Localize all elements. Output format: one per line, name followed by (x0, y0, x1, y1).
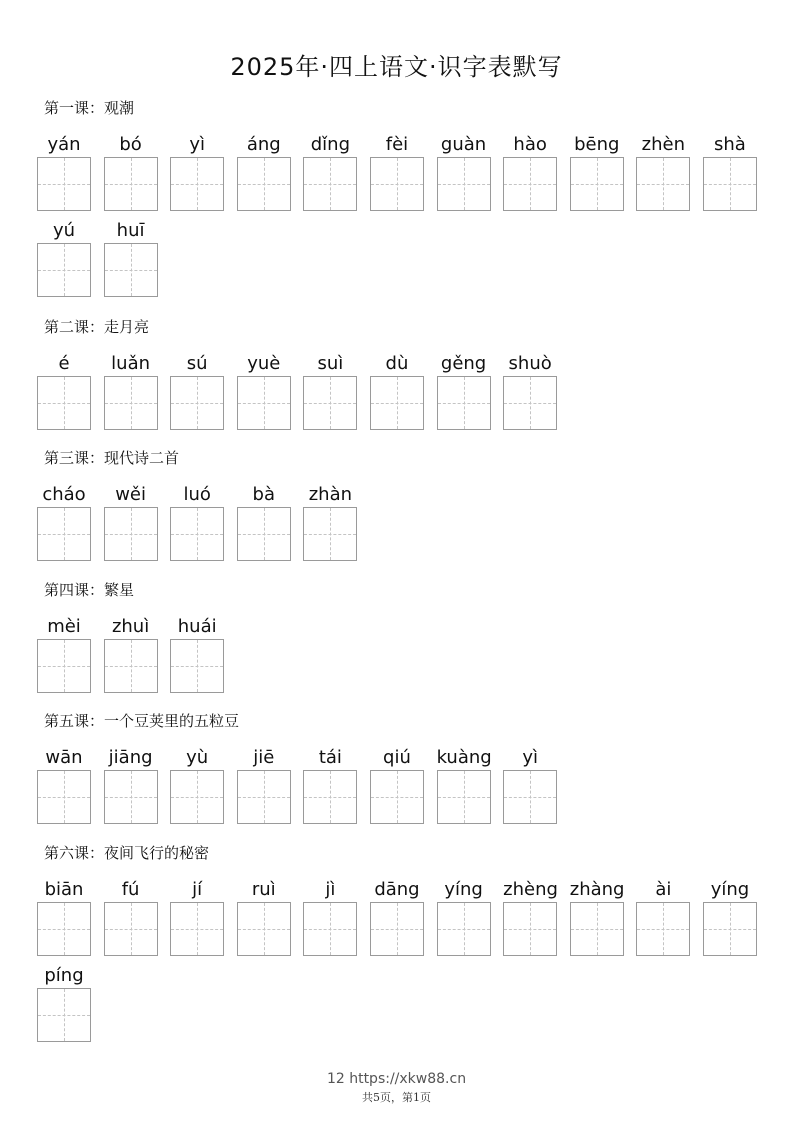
guide-line-vertical (64, 158, 65, 210)
pinyin-label: shà (714, 134, 746, 155)
char-cell (636, 133, 690, 211)
char-cell (37, 964, 91, 1042)
guide-line-vertical (64, 903, 65, 955)
guide-line-vertical (530, 377, 531, 429)
pinyin-label: huī (116, 220, 145, 241)
char-cell (703, 878, 757, 956)
char-cell (237, 878, 291, 956)
char-cell (104, 219, 158, 297)
pinyin-label: huái (177, 616, 217, 637)
tianzige-box[interactable] (37, 507, 91, 561)
pinyin-label: hào (513, 134, 547, 155)
footer-page-number: 共5页，第1页 (362, 1091, 431, 1104)
guide-line-vertical (730, 158, 731, 210)
pinyin-label: gěng (440, 353, 487, 374)
guide-line-vertical (530, 771, 531, 823)
guide-line-vertical (131, 771, 132, 823)
char-cell (237, 483, 291, 561)
tianzige-box[interactable] (370, 376, 424, 430)
tianzige-box[interactable] (303, 770, 357, 824)
pinyin-label: yán (47, 134, 81, 155)
writing-grid (37, 615, 777, 693)
pinyin-label: zhàn (308, 484, 353, 505)
tianzige-box[interactable] (104, 639, 158, 693)
char-cell (170, 483, 224, 561)
pinyin-label: guàn (440, 134, 487, 155)
pinyin-label: bēng (574, 134, 620, 155)
guide-line-vertical (330, 377, 331, 429)
tianzige-box[interactable] (37, 770, 91, 824)
guide-line-vertical (131, 508, 132, 560)
pinyin-label: yì (522, 747, 538, 768)
guide-line-vertical (330, 903, 331, 955)
pinyin-label: tái (318, 747, 342, 768)
guide-line-vertical (264, 158, 265, 210)
tianzige-box[interactable] (237, 507, 291, 561)
guide-line-vertical (64, 244, 65, 296)
char-cell (37, 219, 91, 297)
pinyin-label: fèi (385, 134, 409, 155)
tianzige-box[interactable] (370, 902, 424, 956)
writing-grid (37, 746, 777, 824)
pinyin-label: é (58, 353, 70, 374)
writing-grid (37, 133, 777, 297)
tianzige-box[interactable] (37, 639, 91, 693)
pinyin-label: ruì (251, 879, 276, 900)
char-cell (503, 746, 557, 824)
tianzige-box[interactable] (303, 902, 357, 956)
writing-grid (37, 483, 777, 561)
pinyin-label: dāng (374, 879, 420, 900)
char-cell (37, 878, 91, 956)
guide-line-vertical (64, 989, 65, 1041)
lesson-section-4 (37, 579, 777, 693)
char-cell (37, 615, 91, 693)
char-cell (437, 133, 491, 211)
guide-line-vertical (330, 158, 331, 210)
guide-line-vertical (131, 903, 132, 955)
tianzige-box[interactable] (570, 902, 624, 956)
char-cell (104, 352, 158, 430)
pinyin-label: yú (52, 220, 76, 241)
lesson-heading: 第五课：一个豆荚里的五粒豆 (44, 712, 240, 730)
pinyin-label: luǎn (111, 353, 151, 374)
pinyin-label: yíng (444, 879, 483, 900)
tianzige-box[interactable] (104, 243, 158, 297)
pinyin-label: zhèng (503, 879, 558, 900)
guide-line-vertical (131, 640, 132, 692)
tianzige-box[interactable] (437, 376, 491, 430)
char-cell (370, 878, 424, 956)
pinyin-label: yù (186, 747, 209, 768)
pinyin-label: mèi (47, 616, 81, 637)
pinyin-label: sú (186, 353, 208, 374)
writing-grid (37, 878, 777, 1042)
char-cell (503, 878, 557, 956)
pinyin-label: jì (325, 879, 336, 900)
tianzige-box[interactable] (437, 770, 491, 824)
tianzige-box[interactable] (303, 376, 357, 430)
char-cell (370, 352, 424, 430)
pinyin-label: dù (385, 353, 409, 374)
page-title: 2025年·四上语文·识字表默写 (230, 53, 563, 81)
char-cell (237, 746, 291, 824)
lesson-heading: 第四课：繁星 (44, 581, 135, 599)
tianzige-box[interactable] (503, 770, 557, 824)
tianzige-box[interactable] (370, 157, 424, 211)
char-cell (370, 133, 424, 211)
lesson-section-2 (37, 316, 777, 430)
lesson-heading: 第三课：现代诗二首 (44, 449, 180, 467)
char-cell (37, 746, 91, 824)
char-cell (437, 746, 491, 824)
tianzige-box[interactable] (104, 157, 158, 211)
tianzige-box[interactable] (170, 639, 224, 693)
tianzige-box[interactable] (104, 902, 158, 956)
guide-line-vertical (663, 903, 664, 955)
lesson-section-3 (37, 447, 777, 561)
char-cell (303, 133, 357, 211)
char-cell (570, 133, 624, 211)
char-cell (303, 352, 357, 430)
char-cell (437, 878, 491, 956)
lesson-section-5 (37, 710, 777, 824)
guide-line-vertical (197, 508, 198, 560)
char-cell (104, 746, 158, 824)
char-cell (570, 878, 624, 956)
guide-line-vertical (397, 771, 398, 823)
guide-line-vertical (64, 640, 65, 692)
tianzige-box[interactable] (170, 157, 224, 211)
char-cell (104, 483, 158, 561)
guide-line-vertical (330, 771, 331, 823)
guide-line-vertical (464, 771, 465, 823)
tianzige-box[interactable] (237, 376, 291, 430)
pinyin-label: cháo (42, 484, 86, 505)
pinyin-label: jiē (253, 747, 275, 768)
char-cell (636, 878, 690, 956)
guide-line-vertical (64, 377, 65, 429)
pinyin-label: qiú (383, 747, 411, 768)
guide-line-vertical (131, 244, 132, 296)
tianzige-box[interactable] (170, 376, 224, 430)
char-cell (37, 133, 91, 211)
tianzige-box[interactable] (437, 902, 491, 956)
char-cell (170, 352, 224, 430)
guide-line-vertical (197, 771, 198, 823)
tianzige-box[interactable] (237, 902, 291, 956)
guide-line-vertical (197, 640, 198, 692)
tianzige-box[interactable] (237, 770, 291, 824)
pinyin-label: shuò (508, 353, 552, 374)
pinyin-label: dǐng (310, 134, 350, 155)
pinyin-label: zhèn (641, 134, 686, 155)
char-cell (104, 615, 158, 693)
tianzige-box[interactable] (170, 770, 224, 824)
guide-line-vertical (464, 158, 465, 210)
char-cell (37, 483, 91, 561)
char-cell (503, 133, 557, 211)
char-cell (237, 133, 291, 211)
guide-line-vertical (530, 903, 531, 955)
pinyin-label: luó (183, 484, 211, 505)
pinyin-label: wān (45, 747, 83, 768)
pinyin-label: suì (317, 353, 344, 374)
guide-line-vertical (597, 158, 598, 210)
char-cell (170, 133, 224, 211)
footer-url: 12 https://xkw88.cn (326, 1071, 467, 1087)
guide-line-vertical (330, 508, 331, 560)
guide-line-vertical (64, 508, 65, 560)
guide-line-vertical (464, 377, 465, 429)
tianzige-box[interactable] (703, 157, 757, 211)
lesson-heading: 第六课：夜间飞行的秘密 (44, 844, 210, 862)
guide-line-vertical (264, 377, 265, 429)
char-cell (370, 746, 424, 824)
guide-line-vertical (597, 903, 598, 955)
tianzige-box[interactable] (303, 157, 357, 211)
tianzige-box[interactable] (636, 902, 690, 956)
char-cell (237, 352, 291, 430)
pinyin-label: ài (655, 879, 672, 900)
tianzige-box[interactable] (37, 376, 91, 430)
tianzige-box[interactable] (703, 902, 757, 956)
pinyin-label: píng (44, 965, 84, 986)
char-cell (104, 133, 158, 211)
lesson-section-1 (37, 97, 777, 297)
tianzige-box[interactable] (37, 157, 91, 211)
tianzige-box[interactable] (503, 157, 557, 211)
pinyin-label: yì (189, 134, 206, 155)
guide-line-vertical (197, 903, 198, 955)
pinyin-label: biān (44, 879, 84, 900)
char-cell (170, 878, 224, 956)
guide-line-vertical (64, 771, 65, 823)
guide-line-vertical (131, 377, 132, 429)
char-cell (170, 746, 224, 824)
char-cell (303, 483, 357, 561)
pinyin-label: yíng (710, 879, 750, 900)
pinyin-label: wěi (115, 484, 146, 505)
tianzige-box[interactable] (104, 770, 158, 824)
char-cell (437, 352, 491, 430)
tianzige-box[interactable] (370, 770, 424, 824)
tianzige-box[interactable] (37, 988, 91, 1042)
guide-line-vertical (397, 158, 398, 210)
writing-grid (37, 352, 777, 430)
guide-line-vertical (464, 903, 465, 955)
pinyin-label: bà (252, 484, 276, 505)
tianzige-box[interactable] (237, 157, 291, 211)
guide-line-vertical (397, 377, 398, 429)
char-cell (104, 878, 158, 956)
char-cell (303, 746, 357, 824)
char-cell (503, 352, 557, 430)
guide-line-vertical (530, 158, 531, 210)
guide-line-vertical (197, 158, 198, 210)
pinyin-label: zhuì (111, 616, 150, 637)
char-cell (303, 878, 357, 956)
pinyin-label: jí (192, 879, 203, 900)
tianzige-box[interactable] (636, 157, 690, 211)
pinyin-label: bó (119, 134, 142, 155)
pinyin-label: zhàng (569, 879, 625, 900)
tianzige-box[interactable] (503, 376, 557, 430)
tianzige-box[interactable] (503, 902, 557, 956)
tianzige-box[interactable] (303, 507, 357, 561)
pinyin-label: kuàng (436, 747, 492, 768)
char-cell (170, 615, 224, 693)
tianzige-box[interactable] (170, 507, 224, 561)
tianzige-box[interactable] (37, 243, 91, 297)
guide-line-vertical (730, 903, 731, 955)
lesson-section-6 (37, 842, 777, 1042)
char-cell (37, 352, 91, 430)
tianzige-box[interactable] (570, 157, 624, 211)
tianzige-box[interactable] (104, 376, 158, 430)
guide-line-vertical (264, 771, 265, 823)
tianzige-box[interactable] (170, 902, 224, 956)
guide-line-vertical (131, 158, 132, 210)
tianzige-box[interactable] (437, 157, 491, 211)
guide-line-vertical (197, 377, 198, 429)
pinyin-label: yuè (247, 353, 281, 374)
guide-line-vertical (264, 508, 265, 560)
pinyin-label: fú (121, 879, 140, 900)
lesson-heading: 第二课：走月亮 (44, 318, 150, 336)
char-cell (703, 133, 757, 211)
tianzige-box[interactable] (104, 507, 158, 561)
guide-line-vertical (264, 903, 265, 955)
guide-line-vertical (397, 903, 398, 955)
tianzige-box[interactable] (37, 902, 91, 956)
guide-line-vertical (663, 158, 664, 210)
lesson-heading: 第一课：观潮 (44, 99, 135, 117)
pinyin-label: áng (246, 134, 281, 155)
pinyin-label: jiāng (108, 747, 153, 768)
